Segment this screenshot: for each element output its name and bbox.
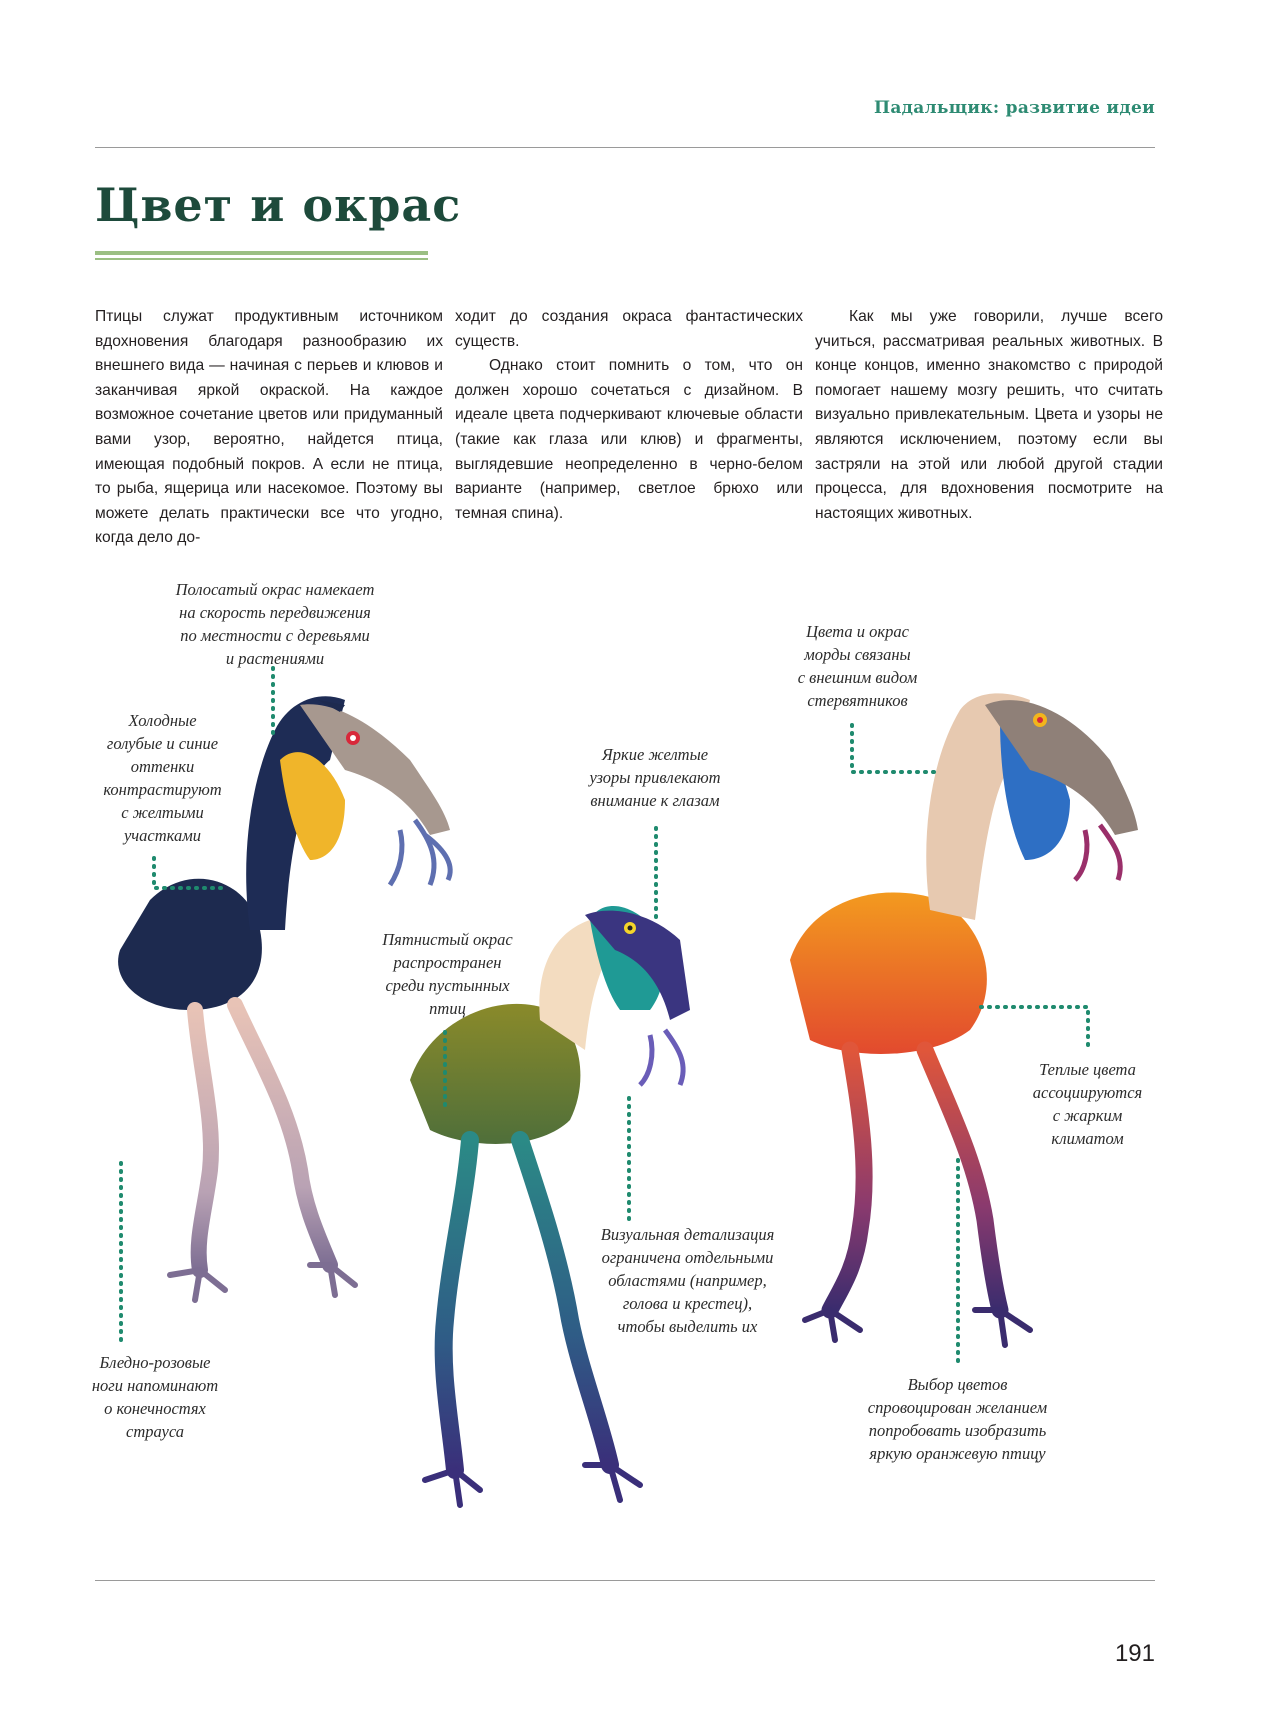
annotation-yellow: Яркие желтые узоры привлекают внимание к глазам [589,745,721,810]
annotation-striped: Полосатый окрас намекает на скорость передвижения по местности с деревьями и растениями [175,580,375,668]
creature-orange-red [790,693,1138,1345]
annotation-warm: Теплые цвета ассоциируются с жарким климатом [1032,1060,1143,1148]
annotation-spotted: Пятнистый окрас распространен среди пустынных птиц [382,930,513,1018]
annotation-detail: Визуальная детализация ограничена отдельными областями (например, голова и крестец), чтобы выделить их [600,1225,775,1336]
annotation-choice: Выбор цветов спровоцирован желанием попробовать изобразить яркую оранжевую птицу [867,1375,1048,1463]
annotation-cold: Холодные голубые и синие оттенки контрастируют с желтыми участками [103,711,222,845]
running-head: Падальщик: развитие идеи [873,98,1155,118]
annotation-pale-legs: Бледно-розовые ноги напоминают о конечностях страуса [91,1353,219,1441]
paragraph: Как мы уже говорили, лучше всего учиться, рассматривая реальных животных. В конце концов, именно знакомство с природой помогает нашему мозгу решить, что считать визуально привлекательным. Цвета и узоры не являются исключением, поэтому если вы застряли на этой или любой другой стадии процесса, для вдохновения посмотрите на настоящих животных. [815,308,1163,522]
annotation-face: Цвета и окрас морды связаны с внешним видом стервятников [797,622,918,710]
page-title: Цвет и окрас [95,178,462,232]
bottom-rule [95,1580,1155,1581]
leader-warm [981,1007,1088,1050]
paragraph: ходит до создания окраса фантастических существ. [455,308,803,350]
paragraph: Однако стоит помнить о том, что он должен хорошо сочетаться с дизайном. В идеале цвета подчеркивают ключевые области (такие как глаза или клюв) и фрагменты, выглядевшие неопределенно в черно-белом варианте (например, светлое брюхо или темная спина). [455,357,803,522]
leader-face [852,725,938,772]
paragraph: Птицы служат продуктивным источником вдохновения благодаря разнообразию их внешнего вида — начиная с перьев и клювов и заканчивая яркой окраской. На каждое возможное сочетание цветов или придуманный вами узор, вероятно, найдется птица, имеющая подобный покров. А если не птица, то рыба, ящерица или насекомое. Поэтому вы можете делать практически все что угодно, когда дело до- [95,308,443,547]
page-number: 191 [1114,1640,1155,1667]
